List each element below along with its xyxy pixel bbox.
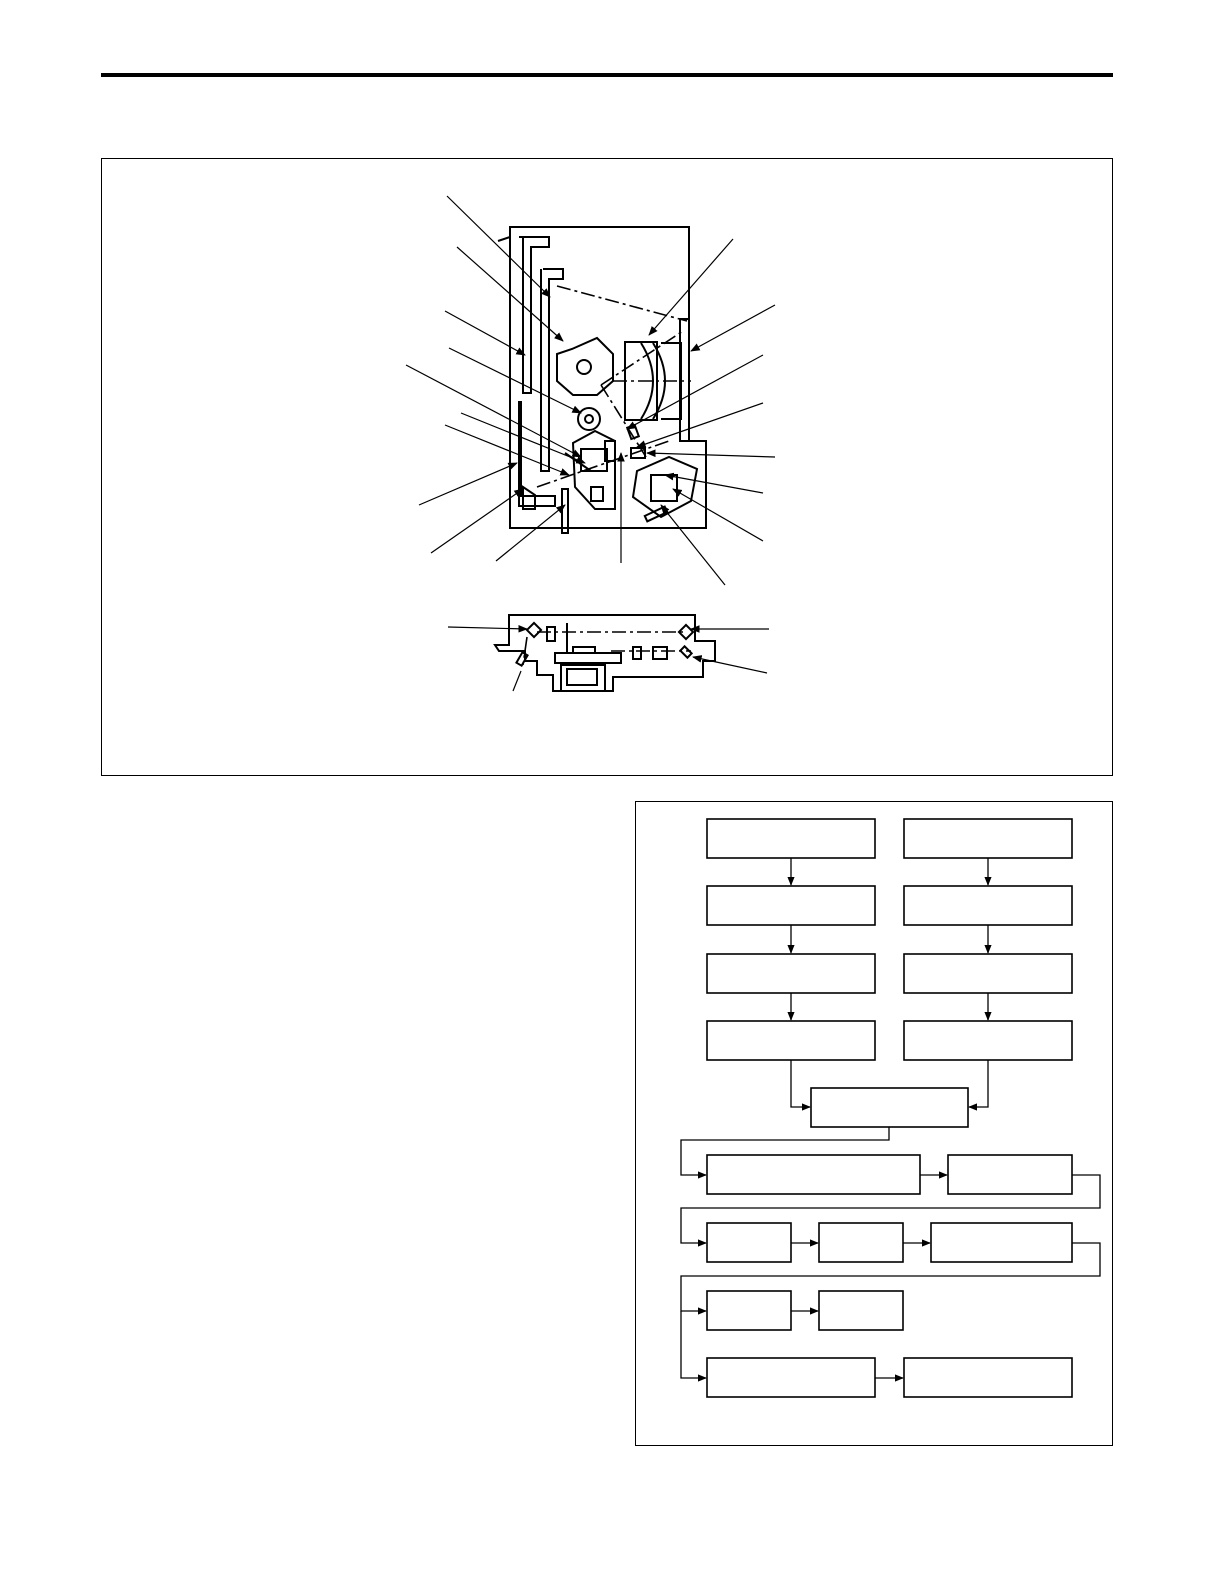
callout-leader — [496, 505, 565, 561]
flow-box-b15 — [707, 1291, 791, 1330]
flowchart — [636, 802, 1112, 1445]
optics-diagram-panel — [101, 158, 1113, 776]
callout-leader — [673, 489, 763, 541]
callout-leader — [445, 311, 525, 355]
bottom-mirror — [562, 489, 568, 533]
callout-leader — [693, 657, 767, 673]
callout-leader — [649, 239, 733, 335]
callout-leader — [665, 475, 763, 493]
flow-box-b18 — [904, 1358, 1072, 1397]
callout-leader — [513, 671, 521, 691]
flow-box-b11 — [948, 1155, 1072, 1194]
flow-box-b12 — [707, 1223, 791, 1262]
callout-leader — [661, 505, 725, 585]
roller — [578, 408, 600, 430]
flow-box-b2 — [904, 819, 1072, 858]
flow-box-b16 — [819, 1291, 903, 1330]
flow-box-b1 — [707, 819, 875, 858]
callout-leader — [449, 348, 581, 413]
polygon-mirror — [557, 338, 613, 395]
flow-box-b5 — [707, 954, 875, 993]
flow-box-b4 — [904, 886, 1072, 925]
callout-leader — [627, 355, 763, 429]
callout-leader — [461, 413, 585, 463]
side-view-unit — [495, 615, 715, 691]
flow-box-b13 — [819, 1223, 903, 1262]
flow-box-b8 — [904, 1021, 1072, 1060]
flowchart-panel — [635, 801, 1113, 1446]
flow-box-b17 — [707, 1358, 875, 1397]
flow-arrow — [791, 1060, 810, 1107]
flow-box-b6 — [904, 954, 1072, 993]
header-rule — [101, 73, 1113, 77]
callout-leader — [691, 305, 775, 351]
flow-box-b9 — [811, 1088, 968, 1127]
flow-arrow — [969, 1060, 988, 1107]
top-view-callouts-left — [406, 196, 621, 563]
callout-leader — [406, 365, 581, 457]
side-view-callouts — [448, 627, 769, 691]
flow-box-b7 — [707, 1021, 875, 1060]
top-view-callouts-right — [627, 239, 775, 585]
callout-leader — [448, 627, 527, 629]
flow-box-b3 — [707, 886, 875, 925]
mirror-rail-mid — [541, 269, 563, 471]
flow-arrow — [681, 1311, 706, 1378]
flow-box-b10 — [707, 1155, 920, 1194]
polygon-motor-shaft — [577, 360, 591, 374]
top-view-unit — [498, 227, 706, 533]
callout-leader — [419, 463, 517, 505]
callout-leader — [647, 453, 775, 457]
optics-diagram — [102, 159, 1112, 775]
flow-box-b14 — [931, 1223, 1072, 1262]
